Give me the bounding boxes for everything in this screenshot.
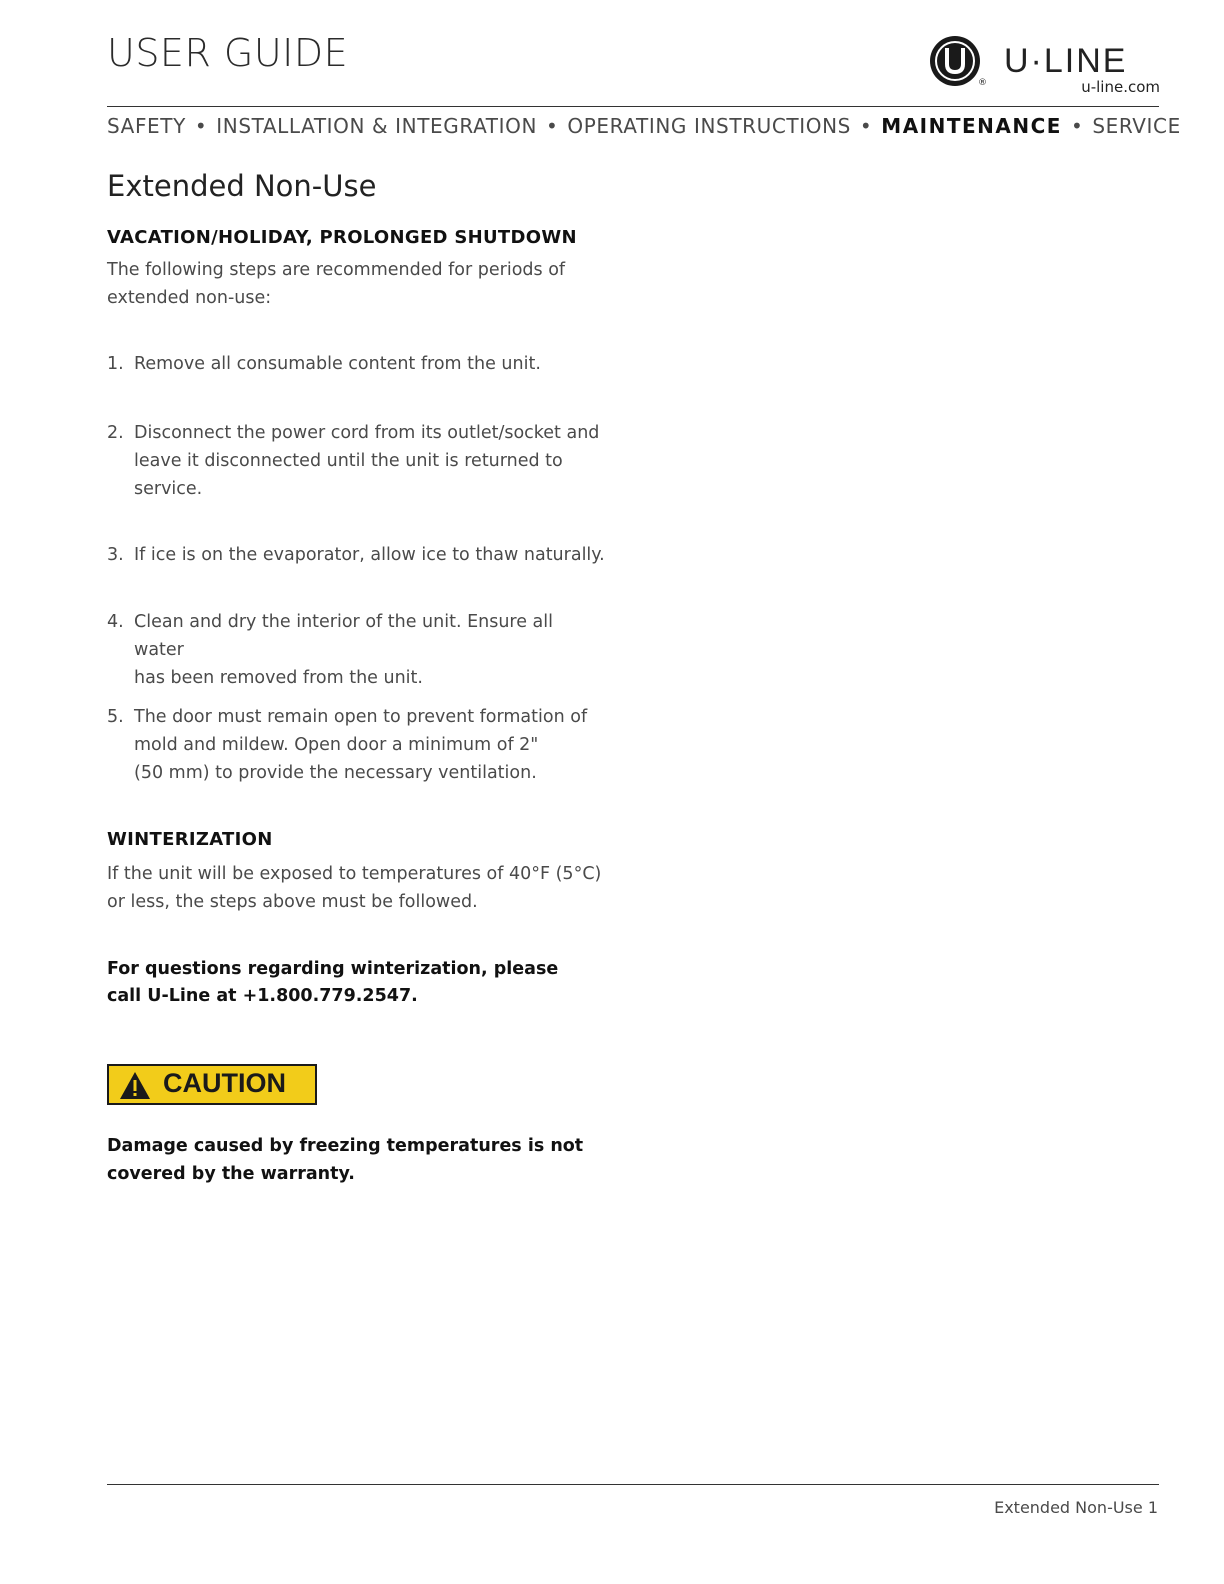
winterization-heading: WINTERIZATION — [107, 829, 273, 850]
nav-separator: • — [859, 114, 873, 138]
nav-separator: • — [546, 114, 559, 138]
nav-item-installation: INSTALLATION & INTEGRATION — [216, 114, 538, 138]
questions-line: For questions regarding winterization, please — [107, 959, 559, 979]
document-title: USER GUIDE — [107, 31, 349, 75]
questions-paragraph — [107, 956, 607, 1010]
section-nav — [107, 114, 1181, 138]
step-number: 4. — [107, 612, 124, 632]
step-line: If ice is on the evaporator, allow ice to thaw naturally. — [134, 545, 605, 565]
step-line: Disconnect the power cord from its outlet/socket and — [134, 423, 600, 443]
warranty-line: covered by the warranty. — [107, 1164, 355, 1184]
step-line: Clean and dry the interior of the unit. Ensure all water — [134, 612, 554, 660]
vacation-heading: VACATION/HOLIDAY, PROLONGED SHUTDOWN — [107, 227, 577, 248]
step-item — [107, 703, 607, 787]
winter-line: or less, the steps above must be followed. — [107, 892, 478, 912]
caution-label-box — [107, 1064, 317, 1105]
brand-wordmark: U·LINE — [1004, 42, 1128, 80]
winter-line: If the unit will be exposed to temperatures of 40°F (5°C) — [107, 864, 602, 884]
step-line: mold and mildew. Open door a minimum of 2" — [134, 735, 539, 755]
questions-line: call U-Line at +1.800.779.2547. — [107, 986, 418, 1006]
step-line: Remove all consumable content from the unit. — [134, 354, 541, 374]
step-line: (50 mm) to provide the necessary ventilation. — [134, 763, 537, 783]
page-footer: Extended Non-Use 1 — [994, 1498, 1158, 1517]
caution-text: CAUTION — [163, 1068, 286, 1098]
intro-paragraph — [107, 256, 607, 312]
warranty-line: Damage caused by freezing temperatures is not — [107, 1136, 584, 1156]
intro-line: extended non-use: — [107, 288, 272, 308]
warning-triangle-icon — [119, 1071, 151, 1100]
step-number: 5. — [107, 707, 124, 727]
brand-url: u-line.com — [1081, 78, 1160, 96]
step-item — [107, 350, 607, 378]
nav-item-service: SERVICE — [1092, 114, 1181, 138]
warranty-warning — [107, 1132, 607, 1188]
brand-logo — [928, 34, 1160, 96]
step-number: 2. — [107, 423, 124, 443]
nav-item-maintenance: MAINTENANCE — [881, 114, 1062, 138]
step-item — [107, 541, 607, 569]
nav-separator: • — [194, 114, 208, 138]
intro-line: The following steps are recommended for periods of — [107, 260, 566, 280]
step-line: leave it disconnected until the unit is returned to — [134, 451, 563, 471]
step-line: has been removed from the unit. — [134, 668, 423, 688]
step-number: 1. — [107, 354, 124, 374]
registered-mark: ® — [978, 78, 987, 88]
step-line: service. — [134, 479, 203, 499]
footer-rule — [107, 1484, 1159, 1485]
u-line-logo-icon — [928, 34, 982, 88]
step-item — [107, 608, 607, 692]
step-item — [107, 419, 607, 503]
winterization-paragraph — [107, 860, 607, 916]
nav-separator: • — [1070, 114, 1084, 138]
step-number: 3. — [107, 545, 124, 565]
header-rule — [107, 106, 1159, 107]
step-line: The door must remain open to prevent formation of — [134, 707, 588, 727]
nav-item-safety: SAFETY — [107, 114, 186, 138]
nav-item-operating: OPERATING INSTRUCTIONS — [567, 114, 851, 138]
section-title: Extended Non-Use — [107, 169, 377, 203]
